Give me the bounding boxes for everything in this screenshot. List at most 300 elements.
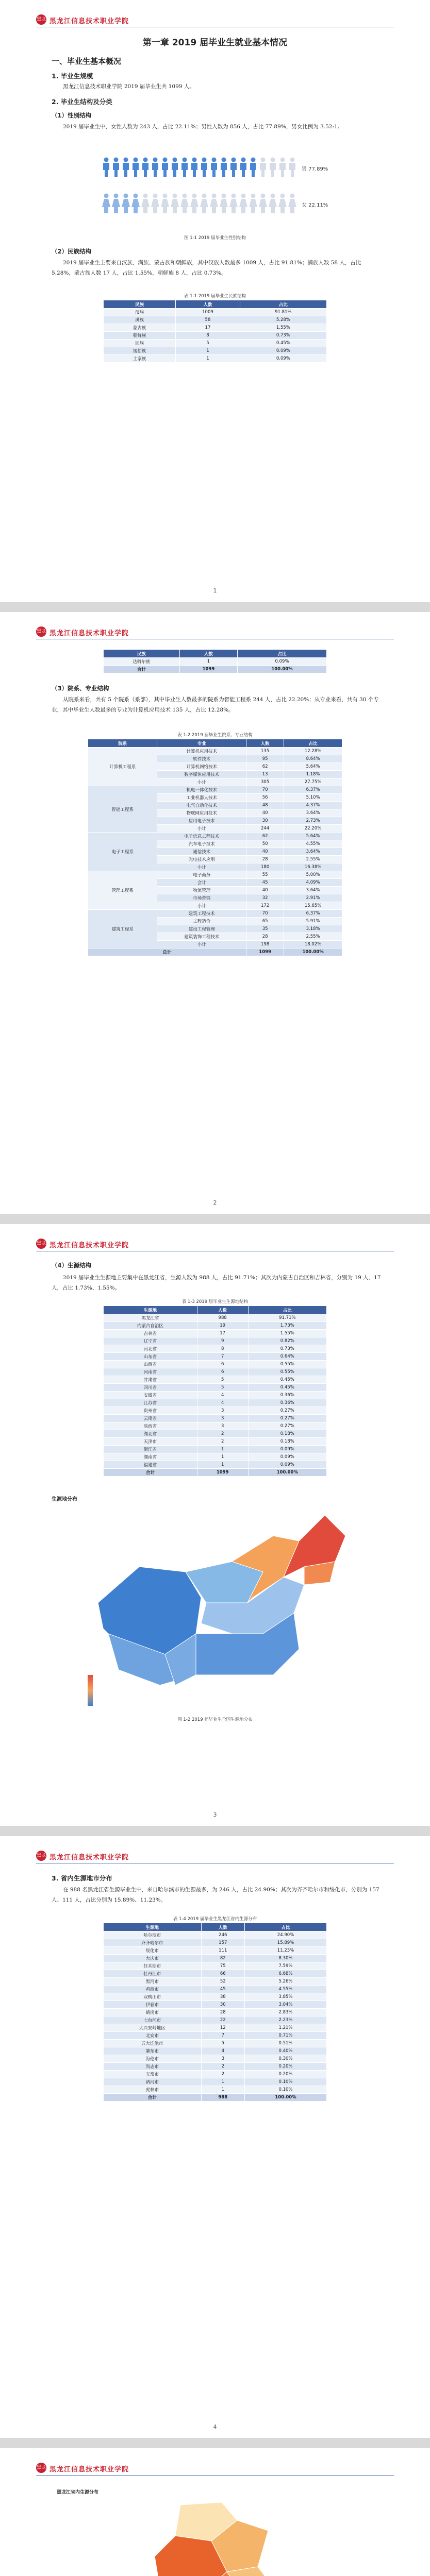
male-person-icon bbox=[123, 158, 129, 178]
table-cell: 7 bbox=[201, 2032, 244, 2040]
table-cell: 0.09% bbox=[238, 658, 327, 666]
table-cell: 246 bbox=[201, 1931, 244, 1939]
table-row bbox=[104, 658, 327, 666]
table-row bbox=[104, 1392, 327, 1399]
table-row bbox=[104, 2016, 327, 2024]
page-header bbox=[36, 1238, 394, 1251]
table-cell: 28 bbox=[246, 933, 284, 941]
table-cell: 135 bbox=[246, 748, 284, 755]
table-row bbox=[104, 324, 327, 332]
table-cell: 1 bbox=[176, 347, 240, 355]
male-person-icon bbox=[221, 158, 227, 178]
table-row bbox=[104, 2063, 327, 2071]
school-logo: 黑龙 bbox=[36, 2463, 46, 2473]
table-cell: 32 bbox=[246, 894, 284, 902]
table-cell: 28 bbox=[201, 2009, 244, 2016]
table-row bbox=[104, 2024, 327, 2032]
female-person-icon bbox=[171, 194, 179, 214]
table-cell: 0.73% bbox=[248, 1345, 326, 1353]
table-cell: 3.18% bbox=[284, 925, 342, 933]
table-cell: 5 bbox=[176, 340, 240, 347]
table-cell: 5.00% bbox=[284, 871, 342, 879]
table-total-row bbox=[104, 2094, 327, 2102]
female-person-icon bbox=[229, 194, 238, 214]
female-person-icon bbox=[278, 194, 287, 214]
table-cell: 0.09% bbox=[248, 1461, 326, 1469]
page-header bbox=[36, 625, 394, 639]
table-total-row bbox=[104, 1469, 327, 1477]
gender-pictogram-chart bbox=[98, 147, 335, 229]
table-cell: 湖南省 bbox=[104, 1453, 197, 1461]
table-caption: 表 1-2 2019 届毕业生院系、专业结构 bbox=[177, 733, 253, 738]
table-cell: 4.37% bbox=[284, 802, 342, 809]
origin-table bbox=[103, 1306, 327, 1477]
table-header-row bbox=[88, 739, 342, 748]
table-row bbox=[104, 1376, 327, 1384]
table-header-row bbox=[104, 1923, 327, 1931]
table-cell: 蒙古族 bbox=[104, 324, 176, 332]
table-cell: 4.55% bbox=[245, 1986, 327, 1993]
table-row bbox=[104, 2047, 327, 2055]
table-cell: 0.18% bbox=[248, 1430, 326, 1438]
table-cell: 5.91% bbox=[284, 918, 342, 925]
female-person-icon bbox=[180, 194, 189, 214]
table-header-cell: 人数 bbox=[201, 1923, 244, 1931]
table-cell: 62 bbox=[246, 763, 284, 771]
table-cell: 电子商务 bbox=[157, 871, 246, 879]
table-cell: 1.21% bbox=[245, 2024, 327, 2032]
table-header-cell: 生源地 bbox=[104, 1923, 202, 1931]
table-cell: 52 bbox=[201, 1978, 244, 1986]
table-cell: 河南省 bbox=[104, 1368, 197, 1376]
table-cell: 7.59% bbox=[245, 1962, 327, 1970]
table-row bbox=[104, 2001, 327, 2009]
table-row bbox=[104, 1453, 327, 1461]
table-row bbox=[104, 1337, 327, 1345]
table-cell: 70 bbox=[246, 910, 284, 918]
male-person-icon bbox=[162, 158, 168, 178]
table-row bbox=[104, 1993, 327, 2001]
table-cell: 1.55% bbox=[248, 1330, 326, 1337]
table-cell: 30 bbox=[246, 817, 284, 825]
table-row bbox=[104, 1399, 327, 1407]
female-person-icon bbox=[259, 194, 267, 214]
table-cell: 2.23% bbox=[245, 2016, 327, 2024]
table-cell: 6.68% bbox=[245, 1970, 327, 1978]
table-cell: 11.23% bbox=[245, 1947, 327, 1955]
table-cell: 小计 bbox=[157, 941, 246, 948]
page-header bbox=[36, 1850, 394, 1863]
table-cell: 4 bbox=[197, 1392, 248, 1399]
female-person-icon bbox=[220, 194, 228, 214]
table-cell: 2.83% bbox=[245, 2009, 327, 2016]
table-cell: 2 bbox=[197, 1438, 248, 1446]
table-cell: 电气自动化技术 bbox=[157, 802, 246, 809]
table-cell: 4.55% bbox=[284, 840, 342, 848]
table-cell: 绥化市 bbox=[104, 1947, 202, 1955]
table-cell: 建筑工程技术 bbox=[157, 910, 246, 918]
table-cell: 5.26% bbox=[245, 1978, 327, 1986]
table-cell: 海伦市 bbox=[104, 2055, 202, 2063]
table-cell: 70 bbox=[246, 786, 284, 794]
table-cell: 回族 bbox=[104, 340, 176, 347]
table-cell: 18.02% bbox=[284, 941, 342, 948]
table-cell: 尚志市 bbox=[104, 2063, 202, 2071]
table-cell: 58 bbox=[176, 316, 240, 324]
table-cell: 0.82% bbox=[248, 1337, 326, 1345]
table-cell: 0.36% bbox=[248, 1392, 326, 1399]
female-person-icon bbox=[190, 194, 199, 214]
table-cell: 100.00% bbox=[238, 666, 327, 673]
table-cell: 数字媒体应用技术 bbox=[157, 771, 246, 778]
table-row bbox=[88, 910, 342, 918]
table-row bbox=[104, 309, 327, 316]
table-cell: 15.65% bbox=[284, 902, 342, 910]
table-cell: 0.10% bbox=[245, 2086, 327, 2094]
table-row bbox=[104, 1330, 327, 1337]
table-cell: 8.30% bbox=[245, 1955, 327, 1962]
table-cell: 电子信息工程技术 bbox=[157, 833, 246, 840]
table-row bbox=[104, 1962, 327, 1970]
table-cell: 50 bbox=[246, 840, 284, 848]
table-cell: 建筑装饰工程技术 bbox=[157, 933, 246, 941]
table-row bbox=[104, 1322, 327, 1330]
school-name: 黑龙江信息技术职业学院 bbox=[49, 1242, 129, 1249]
subsection-heading: （3）院系、专业结构 bbox=[52, 685, 109, 692]
table-row bbox=[88, 786, 342, 794]
china-origin-map bbox=[77, 1505, 356, 1711]
table-row bbox=[104, 1345, 327, 1353]
female-person-icon bbox=[122, 194, 130, 214]
table-cell: 黑河市 bbox=[104, 1978, 202, 1986]
table-cell: 2 bbox=[197, 1430, 248, 1438]
table-cell: 180 bbox=[246, 863, 284, 871]
table-cell: 软件技术 bbox=[157, 755, 246, 763]
table-cell: 35 bbox=[246, 925, 284, 933]
table-cell: 工程造价 bbox=[157, 918, 246, 925]
table-cell: 0.51% bbox=[245, 2040, 327, 2047]
table-cell: 0.71% bbox=[245, 2032, 327, 2040]
table-cell: 河北省 bbox=[104, 1345, 197, 1353]
city-table bbox=[103, 1923, 327, 2102]
table-caption: 表 1-1 2019 届毕业生民族结构 bbox=[184, 294, 246, 299]
table-row bbox=[88, 748, 342, 755]
table-cell: 17 bbox=[176, 324, 240, 332]
table-cell: 物流管理 bbox=[157, 887, 246, 894]
table-cell: 198 bbox=[246, 941, 284, 948]
page-header bbox=[36, 13, 394, 27]
table-cell: 1 bbox=[197, 1453, 248, 1461]
table-cell: 物联网应用技术 bbox=[157, 809, 246, 817]
table-row bbox=[104, 1384, 327, 1392]
table-cell: 56 bbox=[246, 794, 284, 802]
table-cell: 111 bbox=[201, 1947, 244, 1955]
table-cell: 0.27% bbox=[248, 1422, 326, 1430]
table-cell: 3 bbox=[201, 2055, 244, 2063]
male-person-icon bbox=[113, 158, 119, 178]
male-person-icon bbox=[230, 158, 237, 178]
table-header-cell: 生源地 bbox=[104, 1306, 197, 1314]
table-cell: 哈尔滨市 bbox=[104, 1931, 202, 1939]
figure-caption: 图 1-2 2019 届毕业生全国生源地分布 bbox=[177, 1717, 253, 1722]
table-row bbox=[104, 2032, 327, 2040]
table-cell: 3 bbox=[197, 1422, 248, 1430]
table-row bbox=[104, 1430, 327, 1438]
table-cell: 1099 bbox=[197, 1469, 248, 1477]
table-cell: 172 bbox=[246, 902, 284, 910]
table-header-cell: 人数 bbox=[197, 1306, 248, 1314]
table-cell: 12 bbox=[201, 2024, 244, 2032]
table-header-cell: 人数 bbox=[176, 300, 240, 309]
table-cell: 牡丹江市 bbox=[104, 1970, 202, 1978]
male-person-icon bbox=[201, 158, 207, 178]
table-cell: 244 bbox=[246, 825, 284, 833]
table-header-cell: 占比 bbox=[240, 300, 326, 309]
table-cell: 浙江省 bbox=[104, 1446, 197, 1453]
table-cell: 肇东市 bbox=[104, 2047, 202, 2055]
school-name: 黑龙江信息技术职业学院 bbox=[49, 2466, 129, 2473]
table-cell: 13 bbox=[246, 771, 284, 778]
table-cell: 988 bbox=[197, 1314, 248, 1322]
table-total-row bbox=[88, 948, 342, 956]
table-cell: 云南省 bbox=[104, 1415, 197, 1422]
table-cell: 小计 bbox=[157, 778, 246, 786]
table-cell: 计算机网络技术 bbox=[157, 763, 246, 771]
table-caption: 表 1-4 2019 届毕业生黑龙江省内生源分布 bbox=[173, 1917, 257, 1922]
table-row bbox=[104, 1986, 327, 1993]
table-row bbox=[104, 340, 327, 347]
table-cell: 会计 bbox=[157, 879, 246, 887]
table-header-cell: 院系 bbox=[88, 739, 157, 748]
table-header-row bbox=[104, 650, 327, 658]
table-cell: 应用电子技术 bbox=[157, 817, 246, 825]
page-1 bbox=[0, 0, 430, 602]
dept-cell: 电子工程系 bbox=[88, 833, 157, 871]
chapter-title: 第一章 2019 届毕业生就业基本情况 bbox=[142, 38, 288, 48]
table-cell: 55 bbox=[246, 871, 284, 879]
table-row bbox=[104, 1446, 327, 1453]
table-cell: 91.81% bbox=[240, 309, 326, 316]
female-person-icon bbox=[288, 194, 296, 214]
table-header-cell: 民族 bbox=[104, 300, 176, 309]
table-row bbox=[104, 1461, 327, 1469]
table-cell: 0.36% bbox=[248, 1399, 326, 1407]
table-cell: 汉族 bbox=[104, 309, 176, 316]
table-total-row bbox=[104, 666, 327, 673]
table-cell: 1 bbox=[201, 2078, 244, 2086]
table-cell: 小计 bbox=[157, 902, 246, 910]
table-cell: 天津市 bbox=[104, 1438, 197, 1446]
table-row bbox=[104, 1970, 327, 1978]
male-person-icon bbox=[240, 158, 246, 178]
table-row bbox=[104, 2040, 327, 2047]
table-header-cell: 人数 bbox=[246, 739, 284, 748]
table-cell: 锡伯族 bbox=[104, 347, 176, 355]
male-person-icon bbox=[260, 158, 266, 178]
table-cell: 0.73% bbox=[240, 332, 326, 340]
female-person-icon bbox=[151, 194, 159, 214]
table-header-cell: 占比 bbox=[238, 650, 327, 658]
map-title: 生源地分布 bbox=[52, 1497, 77, 1502]
table-cell: 汽车电子技术 bbox=[157, 840, 246, 848]
table-cell: 山西省 bbox=[104, 1361, 197, 1368]
table-cell: 0.09% bbox=[240, 347, 326, 355]
table-row bbox=[104, 2078, 327, 2086]
table-cell: 1 bbox=[197, 1446, 248, 1453]
table-cell: 40 bbox=[246, 848, 284, 856]
table-cell: 福建省 bbox=[104, 1461, 197, 1469]
table-row bbox=[104, 316, 327, 324]
table-row bbox=[104, 2009, 327, 2016]
table-cell: 24.90% bbox=[245, 1931, 327, 1939]
table-row bbox=[104, 1438, 327, 1446]
table-row bbox=[104, 1361, 327, 1368]
table-cell: 12.28% bbox=[284, 748, 342, 755]
table-cell: 3 bbox=[197, 1407, 248, 1415]
figure-caption: 图 1-1 2019 届毕业生性别结构 bbox=[184, 235, 246, 241]
table-cell: 3.04% bbox=[245, 2001, 327, 2009]
table-cell: 贵州省 bbox=[104, 1407, 197, 1415]
table-cell: 40 bbox=[246, 887, 284, 894]
table-cell: 2 bbox=[201, 2063, 244, 2071]
page-3 bbox=[0, 1224, 430, 1826]
table-cell: 22.20% bbox=[284, 825, 342, 833]
table-cell: 8.64% bbox=[284, 755, 342, 763]
male-person-icon bbox=[133, 158, 139, 178]
table-cell: 19 bbox=[197, 1322, 248, 1330]
male-person-icon bbox=[142, 158, 148, 178]
table-cell: 45 bbox=[201, 1986, 244, 1993]
table-cell: 100.00% bbox=[248, 1469, 326, 1477]
table-cell: 五常市 bbox=[104, 2071, 202, 2078]
table-cell: 1099 bbox=[246, 948, 284, 956]
table-cell: 内蒙古自治区 bbox=[104, 1322, 197, 1330]
table-cell: 1 bbox=[197, 1461, 248, 1469]
female-person-icon bbox=[161, 194, 169, 214]
table-cell: 3.64% bbox=[284, 809, 342, 817]
table-row bbox=[104, 1422, 327, 1430]
table-cell: 988 bbox=[201, 2094, 244, 2102]
female-person-icon bbox=[249, 194, 257, 214]
series-label: 男 77.89% bbox=[302, 166, 328, 172]
section-heading: 一、毕业生基本概况 bbox=[52, 57, 122, 66]
table-cell: 0.10% bbox=[245, 2078, 327, 2086]
table-cell: 8 bbox=[176, 332, 240, 340]
table-cell: 0.27% bbox=[248, 1415, 326, 1422]
table-row bbox=[104, 1947, 327, 1955]
table-cell: 0.40% bbox=[245, 2047, 327, 2055]
table-cell: 100.00% bbox=[284, 948, 342, 956]
table-cell: 双鸭山市 bbox=[104, 1993, 202, 2001]
table-cell: 5.28% bbox=[240, 316, 326, 324]
table-row bbox=[104, 1368, 327, 1376]
table-cell: 45 bbox=[246, 879, 284, 887]
table-cell: 1 bbox=[201, 2086, 244, 2094]
table-cell: 合计 bbox=[104, 1469, 197, 1477]
table-cell: 38 bbox=[201, 1993, 244, 2001]
table-cell: 小计 bbox=[157, 863, 246, 871]
table-cell: 合计 bbox=[104, 666, 180, 673]
table-cell: 江苏省 bbox=[104, 1399, 197, 1407]
table-cell: 16.38% bbox=[284, 863, 342, 871]
table-cell: 6.37% bbox=[284, 910, 342, 918]
table-cell: 0.20% bbox=[245, 2071, 327, 2078]
table-cell: 2.55% bbox=[284, 856, 342, 863]
page-number: 1 bbox=[213, 587, 217, 594]
school-logo: 黑龙 bbox=[36, 14, 46, 25]
table-cell: 17 bbox=[197, 1330, 248, 1337]
table-cell: 四川省 bbox=[104, 1384, 197, 1392]
subsection-heading: （2）民族结构 bbox=[52, 248, 92, 255]
table-cell: 陕西省 bbox=[104, 1422, 197, 1430]
male-person-icon bbox=[289, 158, 295, 178]
table-cell: 北安市 bbox=[104, 2032, 202, 2040]
table-header-row bbox=[104, 300, 327, 309]
table-cell: 27.75% bbox=[284, 778, 342, 786]
table-cell: 9 bbox=[197, 1337, 248, 1345]
paragraph: 2019 届毕业生生源地主要集中在黑龙江省，生源人数为 988 人，占比 91.71%；其次为内蒙古自治区和吉林省，分别为 19 人、17 人，占比 1.73%、1.55%。 bbox=[52, 1275, 381, 1291]
table-cell: 28 bbox=[246, 856, 284, 863]
table-cell: 1009 bbox=[176, 309, 240, 316]
table-cell: 5 bbox=[197, 1376, 248, 1384]
paragraph: 2019 届毕业生中，女性人数为 243 人，占比 22.11%；男性人数为 856 人，占比 77.89%，男女比例为 3.52:1。 bbox=[63, 124, 343, 130]
table-cell: 朝鲜族 bbox=[104, 332, 176, 340]
table-header-cell: 民族 bbox=[104, 650, 180, 658]
table-cell: 6.37% bbox=[284, 786, 342, 794]
table-cell: 伊春市 bbox=[104, 2001, 202, 2009]
table-cell: 3.64% bbox=[284, 887, 342, 894]
page-header bbox=[36, 2462, 394, 2476]
female-person-icon bbox=[210, 194, 218, 214]
female-person-icon bbox=[112, 194, 120, 214]
male-person-icon bbox=[191, 158, 197, 178]
table-row bbox=[104, 1939, 327, 1947]
table-row bbox=[88, 871, 342, 879]
female-person-icon bbox=[102, 194, 110, 214]
table-header-cell: 占比 bbox=[245, 1923, 327, 1931]
table-cell: 0.45% bbox=[240, 340, 326, 347]
table-cell: 0.09% bbox=[248, 1453, 326, 1461]
table-cell: 计算机应用技术 bbox=[157, 748, 246, 755]
page-number: 2 bbox=[213, 1199, 217, 1206]
table-cell: 1 bbox=[179, 658, 237, 666]
table-cell: 大兴安岭地区 bbox=[104, 2024, 202, 2032]
table-cell: 大庆市 bbox=[104, 1955, 202, 1962]
table-row bbox=[104, 1931, 327, 1939]
table-cell: 0.09% bbox=[248, 1446, 326, 1453]
table-cell: 0.55% bbox=[248, 1368, 326, 1376]
table-cell: 48 bbox=[246, 802, 284, 809]
table-cell: 黑龙江省 bbox=[104, 1314, 197, 1322]
paragraph: 2019 届毕业生主要来自汉族，满族、蒙古族和朝鲜族，其中汉族人数最多 1009 人，占比 91.81%；满族人数 58 人，占比 5.28%，蒙古族人数 17 人，占比 1.55%，朝鲜族 8 人，占比 0.73%。 bbox=[52, 260, 361, 276]
table-cell: 建设工程管理 bbox=[157, 925, 246, 933]
table-cell: 鸡西市 bbox=[104, 1986, 202, 1993]
table-cell: 小计 bbox=[157, 825, 246, 833]
table-cell: 虎林市 bbox=[104, 2086, 202, 2094]
female-person-icon bbox=[131, 194, 140, 214]
table-row bbox=[104, 1314, 327, 1322]
table-row bbox=[88, 833, 342, 840]
table-cell: 66 bbox=[201, 1970, 244, 1978]
paragraph: 从院系来看，共有 5 个院系（系部），其中毕业生人数最多的院系为智能工程系 244 人，占比 22.20%；从专业来看，共有 30 个专业，其中毕业生人数最多的专业为计算机应用技术 135 人，占比 12.28%。 bbox=[52, 697, 379, 713]
table-cell: 通信技术 bbox=[157, 848, 246, 856]
table-cell: 七台河市 bbox=[104, 2016, 202, 2024]
table-header-cell: 占比 bbox=[284, 739, 342, 748]
heilongjiang-origin-map bbox=[119, 2500, 315, 2576]
table-row bbox=[104, 1955, 327, 1962]
table-cell: 0.20% bbox=[245, 2063, 327, 2071]
table-row bbox=[104, 347, 327, 355]
